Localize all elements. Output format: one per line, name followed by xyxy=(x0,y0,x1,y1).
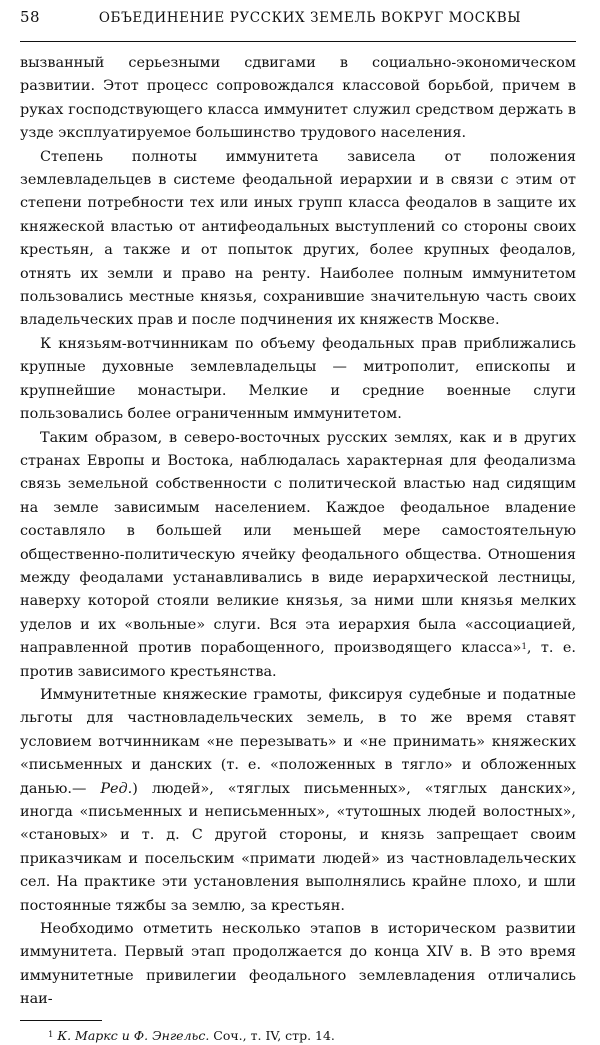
paragraph-4-text: Таким образом, в северо-восточных русских землях, как и в других странах Европы и Востока, наблюдалась характерная для феодализма связь земельной собственности с политической властью над сидящим на земле зависимым населением. Каждое феодальное владение составляло в большей или меньшей мере самостоятельную общественно-политическую ячейку феодального общества. Отношения между феодалами устанавливались в виде иерархической лестницы, наверху которой стояли великие князья, за ними шли князья мелких уделов и их «вольные» слуги. Вся эта иерархия была «ассоциацией, направленной против порабощенного, производящего класса» xyxy=(20,429,576,657)
page-header xyxy=(20,8,576,38)
header-rule xyxy=(20,41,576,42)
paragraph-5-text: Иммунитетные княжеские грамоты, фиксируя судебные и податные льготы для частновладельческих земель, в то же время ставят условием вотчинникам «не перезывать» и «не принимать» княжеских «письменных и данских (т. е. «положенных в тягло» и обложенных данью.— xyxy=(20,686,576,797)
footnote-reference: 1 xyxy=(521,642,527,653)
footnote-rule xyxy=(20,1020,102,1021)
book-page xyxy=(20,8,576,1045)
paragraph-4 xyxy=(20,427,576,684)
paragraph-1: вызванный серьезными сдвигами в социально-экономическом развитии. Этот процесс сопровождался классовой борьбой, причем в руках господствующего класса иммунитет служил средством держать в узде эксплуатируемое большинство трудового населения. xyxy=(20,55,576,142)
footnote-authors: К. Маркс и Ф. Энгельс. xyxy=(57,1027,210,1043)
paragraph-5 xyxy=(20,684,576,918)
editor-note: Ред. xyxy=(100,780,133,797)
running-title: ОБЪЕДИНЕНИЕ РУССКИХ ЗЕМЕЛЬ ВОКРУГ МОСКВЫ xyxy=(98,10,522,26)
footnote-source: Соч., т. IV, стр. 14. xyxy=(209,1027,335,1043)
paragraph-3: К князьям-вотчинникам по объему феодальных прав приближались крупные духовные землевладельцы — митрополит, епископы и крупнейшие монастыри. Мелкие и средние военные слуги пользовались более ограниченным иммунитетом. xyxy=(20,335,576,423)
body-text xyxy=(20,52,576,1012)
paragraph-5-tail: ) людей», «тяглых письменных», «тяглых данских», иногда «письменных и неписьменных», «тутошных людей волостных», «становых» и т. д. С другой стороны, и князь запрещает своим приказчикам и посельским «примати людей» из частновладельческих сел. На практике эти установления выполнялись крайне плохо, и шли постоянные тяжбы за землю, за крестьян. xyxy=(20,780,576,914)
paragraph-2: Степень полноты иммунитета зависела от положения землевладельцев в системе феодальной иерархии и в связи с этим от степени потребности тех или иных групп класса феодалов в защите их княжеской властью от антифеодальных выступлений со стороны своих крестьян, а также и от попыток других, более крупных феодалов, отнять их земли и право на ренту. Наиболее полным иммунитетом пользовались местные князья, сохранившие значительную часть своих владельческих прав и после подчинения их княжеств Москве. xyxy=(20,148,576,329)
paragraph-6: Необходимо отметить несколько этапов в историческом развитии иммунитета. Первый этап продолжается до конца XIV в. В это время иммунитетные привилегии феодального землевладения отличались наи- xyxy=(20,921,576,1008)
page-number: 58 xyxy=(20,8,41,26)
footnote-mark: 1 xyxy=(48,1029,54,1040)
footnote xyxy=(20,1027,576,1045)
paragraph-4-tail: , т. е. против зависимого крестьянства. xyxy=(20,640,576,680)
